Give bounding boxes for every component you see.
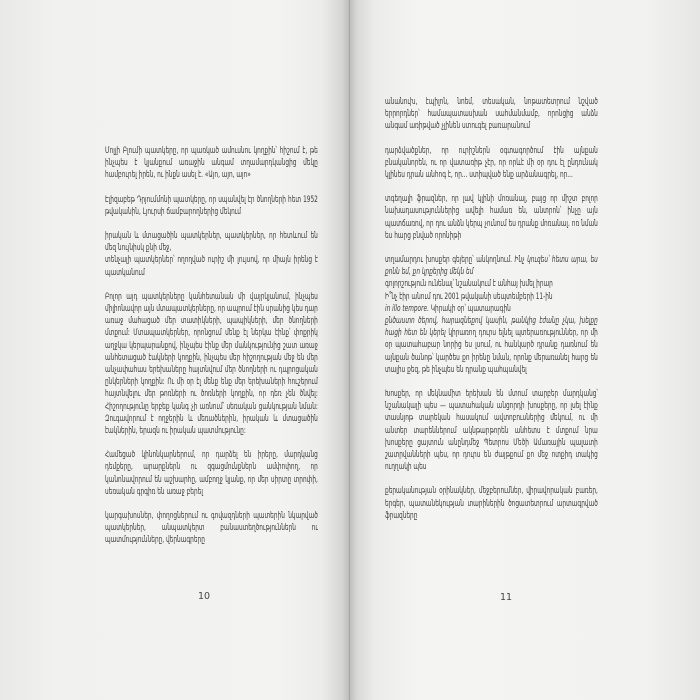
paragraph	[105, 230, 318, 279]
right-page-text	[385, 96, 598, 534]
paragraph: դարձվածքներ, որ ուրիշներն օգտագործում էին այնքան բնականորեն, ու որ վատառիթ չէր, որ որևէ մի օր դու էլ ընդունակ կլինես դրան անհոգ է, որ... ստիպված ենք արձանագրել, որ...	[385, 145, 598, 181]
paragraph: Էլիզաբեթ Դրյումմոնի պատկերը, որ սպանվել էր ծնողների հետ 1952 թվականին, Լյուրսի ճամբարողներից մեկում	[105, 194, 318, 217]
italic-text-run: in illo tempore.	[385, 303, 429, 314]
text-run: կիրառող դուրս ելնել պտերառություններ, որ մի օր պատահաբար նորից ես լսում, ու հանկարծ դրանք դառնում են այնքան ծանոթ՝ կարծես քո իրենը նման, որոնք մերառանել հարց են տալիս քեզ, թե ինչպես են դրանք պահպանվել	[385, 328, 598, 375]
paragraph-line: գոլորշություն ունենալ՝ նշանակում է անհայ խմել իրար	[385, 279, 553, 290]
paragraph: անանուխ, էպիլոն, նոեմ, տեսական, նոթատետրում նշված երրորդներ՝ համապատասխան սահմանմամբ, որոնցից անձն անգամ առիթված չլինեն ստուգել բառարանում	[385, 97, 598, 132]
paragraph-line	[385, 303, 598, 315]
paragraph-line: Ի՞նչ էիր անում դու 2001 թվականի սեպտեմբերի 11-ին	[385, 291, 553, 302]
paragraph-line: իրական և մտացածին պատկերներ, պատկերներ, որ հետևում են մեզ նույնիսկ քնի մեջ,	[105, 231, 318, 254]
paragraph: Բոլոր այդ պատկերները կանհետանան մի վայրկյանում, ինչպես միլիոնավոր այն մտապատկերները, որ ապրում էին սրանից կես դար առաջ մահացած մեր տատիկների, պապիկների, մեր ծնողների մտքում: Մտապատկերներ, որոնցում մենք էլ ներկա էինք՝ փոքրիկ աղջկա կերպարանքով, ինչպես էինք մեր մանկությունից շատ առաջ անհետացած էակների կողքին, ինչպես մեր հիշողության մեջ են մեր անչափահաս երեխաները հայտնվում մեր ծնողների ու դպրոցական ընկերների կողքին: Ու մի օր էլ մենք ենք մեր երեխաների հուշերում հայտնվելու մեր թոռների ու ծոռների կողքին, որ դեռ չեն ծնվել: Հիշողությունը երբեք կանգ չի առնում՝ սեռական ցանկության նման: Զուգավորում է ողջերին և մեռածներին, իրական և մտացածին էակներին, երազն ու իրական պատմությունը:	[105, 291, 318, 437]
page-number: 10	[198, 591, 211, 602]
book-gutter	[349, 0, 350, 700]
paragraph-line: տենչալի պատկերներ՝ ողողված ուրիշ մի լույսով, որ միայն իրենց է պատկանում	[105, 255, 318, 278]
text-run: Կիրակի օր՝ պատարագին	[430, 303, 511, 314]
paragraph-line	[385, 315, 598, 376]
left-page-text	[105, 145, 318, 559]
paragraph: տգեղալի ֆրազներ, որ լավ կլինի մոռանալ, բայց որ միշտ բոլոր նախադասություններից ավելի համառ են, անտրոն՝ ինչը այն պատճառով, որ դու անձն կերպ չունում ես դրանք մոռանալ. ոռ նման ես հարց բնված որոնիթի	[385, 194, 598, 241]
text-run: տղամարդու խոսքեր գեյերը՝ անկողնում.	[385, 255, 513, 266]
paragraph-line	[385, 254, 598, 278]
paragraph: քերականության օրինակներ, մեջբերումներ, վիրավորական բառեր, երգեր, պատանեկության տարիներին ծոցատետրում արտագրված ֆրազները	[385, 486, 598, 521]
paragraph: կարգախոսներ, փողոցներում ու գովազդների պատերին նկարված պատկերներ, անպատկերտ բանաստեղծություններն ու պատմությունները, վերնագրերը	[105, 511, 318, 546]
paragraph: Խոսքեր, որ մեկնամիտ երեխան են մտում տարբեր մարդկանց՝ նշանակալի պես — պատահական անցորդի խոսքերը, որ լսել էինք տասնյոթ տարեկան հասակում ավտոբուսներից մեկում, ու մի անտեր տարեններում ակնթարթորեն անհետս է մտքում նրա խոսքերը ցայտուն անընդմեջ Պետրոս Մեծի Ամառային պալատի շատրվանների պես, որ դուրս են ժայթքում քո մեջ ոտքիդ տակից ուղղակի պես	[385, 389, 598, 473]
paragraph: Մոլլի Բլումի պատկերը, որ պառկած ամուսնու կողքին՝ հիշում է, թե ինչպես է կյանքում առաջին անգամ տղամարդկանցից մեկը համբուրել իրեն, ու ինքն ասել է. «Այո, այո, այո»	[105, 146, 318, 181]
italic-text-run: Ինչ կուզես՝ հետս արա, ես քոնն եմ, քո կրքերից մեկն եմ	[385, 255, 598, 278]
paragraph: Համեցած կինոնկարներում, որ դարձել են իրերը, մարդկանց դեմքերը, արարքներն ու զգացմունքներն ամփոփող, որ կանոնավորում են աշխարհը, ամբողջ կյանք, որ մեր սիրտը տրոփի, սեռական գրգիռ են առաջ բերել	[105, 450, 318, 497]
paragraph	[385, 254, 598, 376]
page-number: 11	[500, 592, 513, 603]
italic-text-run: քնծաստո ծերով, հարազնեքով կասին, թանկից էժանը չկա, խելքը հացի հետ են կերել	[385, 316, 598, 339]
